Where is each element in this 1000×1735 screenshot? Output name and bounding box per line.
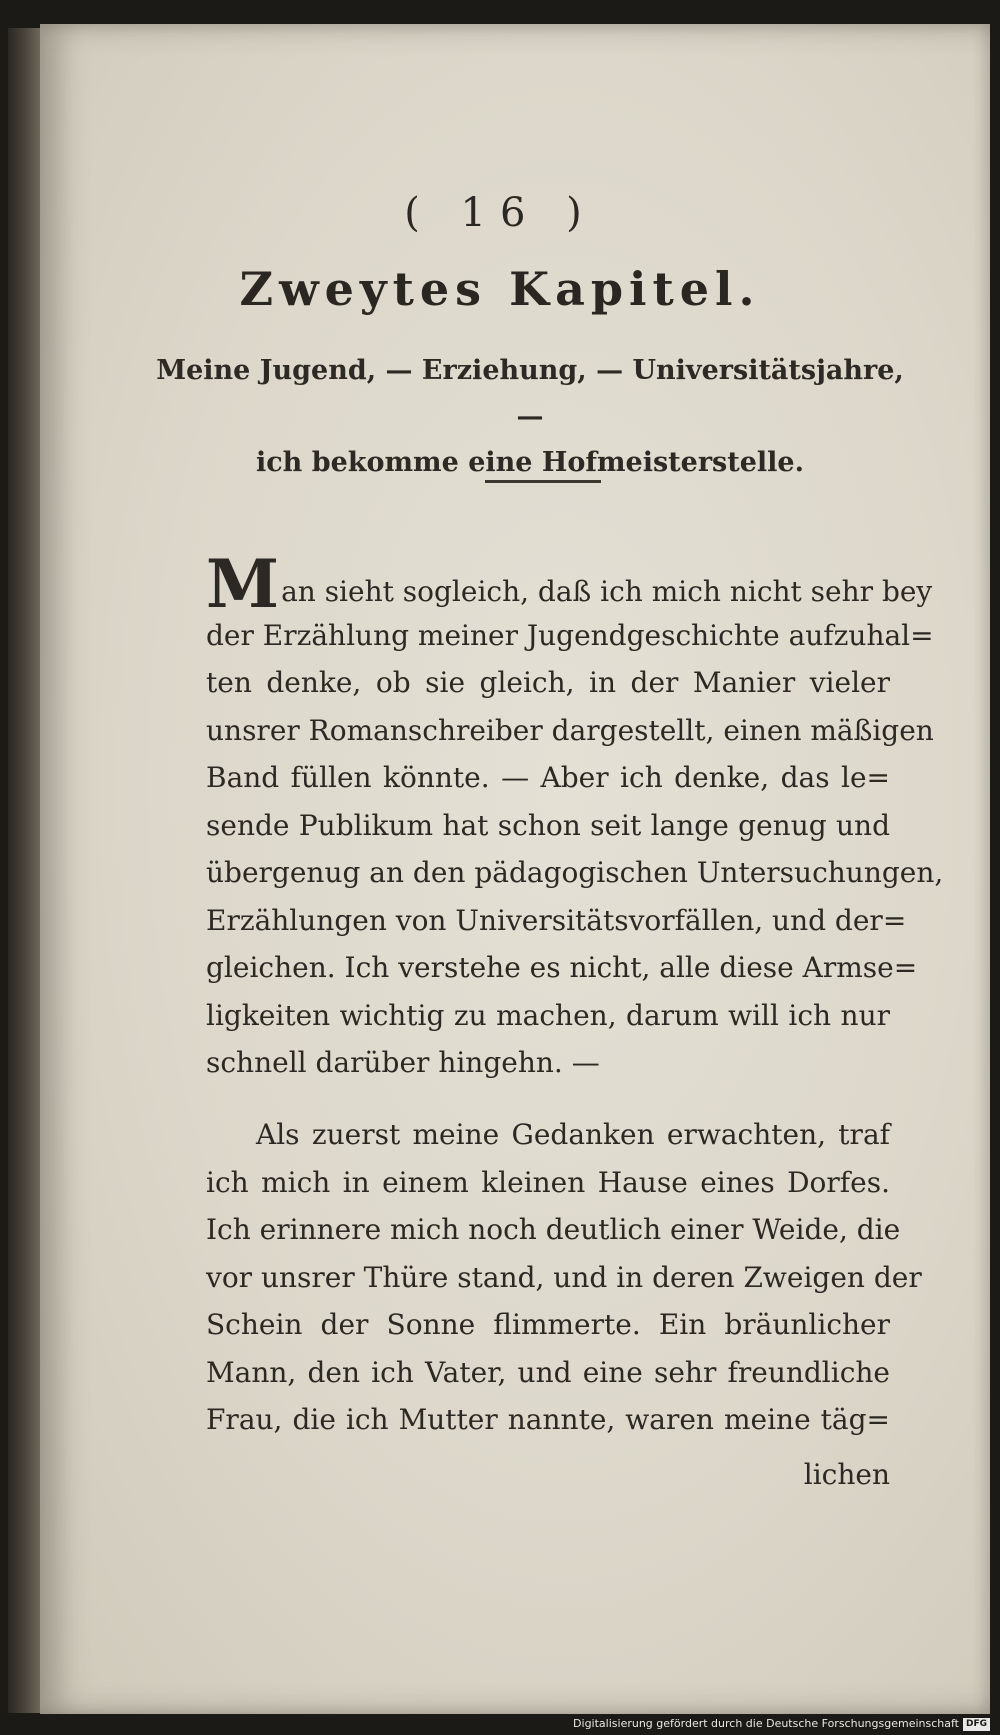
text-line-rest: an sieht sogleich, daß ich mich nicht sehr bey [281, 575, 933, 608]
text-line: sende Publikum hat schon seit lange genug und [206, 808, 890, 842]
text-line: übergenug an den pädagogischen Untersuchungen, [206, 856, 944, 889]
page-number: ( 16 ) [404, 190, 596, 236]
paragraph-2 [206, 1111, 922, 1444]
text-line: Erzählungen von Universitätsvorfällen, und der= [206, 903, 907, 937]
drop-initial: M [206, 545, 280, 623]
text-line: Als zuerst meine Gedanken erwachten, traf [256, 1118, 890, 1151]
dfg-logo-icon: DFG [963, 1718, 990, 1731]
paragraph-1 [206, 545, 944, 1087]
text-line: vor unsrer Thüre stand, und in deren Zweigen der [206, 1260, 922, 1294]
text-line: der Erzählung meiner Jugendgeschichte aufzuhal= [206, 618, 934, 652]
chapter-title: Zweytes Kapitel. [239, 262, 761, 316]
text-line: gleichen. Ich verstehe es nicht, alle diese Armse= [206, 951, 918, 984]
digitization-footer [560, 1713, 990, 1735]
text-line: unsrer Romanschreiber dargestellt, einen mäßigen [206, 713, 934, 747]
text-line: Schein der Sonne flimmerte. Ein bräunlicher [206, 1308, 890, 1341]
text-line: ligkeiten wichtig zu machen, darum will ich nur [206, 998, 890, 1032]
text-line [206, 545, 933, 623]
text-line: Band füllen könnte. — Aber ich denke, das le= [206, 761, 890, 794]
text-line: Frau, die ich Mutter nannte, waren meine täg= [206, 1403, 890, 1436]
text-line: Mann, den ich Vater, und eine sehr freundliche [206, 1355, 890, 1389]
chapter-summary [150, 348, 910, 486]
text-line: Ich erinnere mich noch deutlich einer Weide, die [206, 1213, 901, 1246]
section-divider [485, 480, 601, 483]
text-line: ten denke, ob sie gleich, in der Manier vieler [206, 666, 890, 699]
summary-line: ich bekomme eine Hofmeisterstelle. [255, 447, 804, 478]
catchword: lichen [803, 1458, 890, 1491]
text-line: ich mich in einem kleinen Hause eines Dorfes. [206, 1165, 890, 1199]
text-line: schnell darüber hingehn. — [206, 1046, 600, 1079]
footer-text: Digitalisierung gefördert durch die Deutsche Forschungsgemeinschaft [573, 1717, 959, 1730]
summary-line: Meine Jugend, — Erziehung, — Universitätsjahre, — [156, 355, 904, 432]
